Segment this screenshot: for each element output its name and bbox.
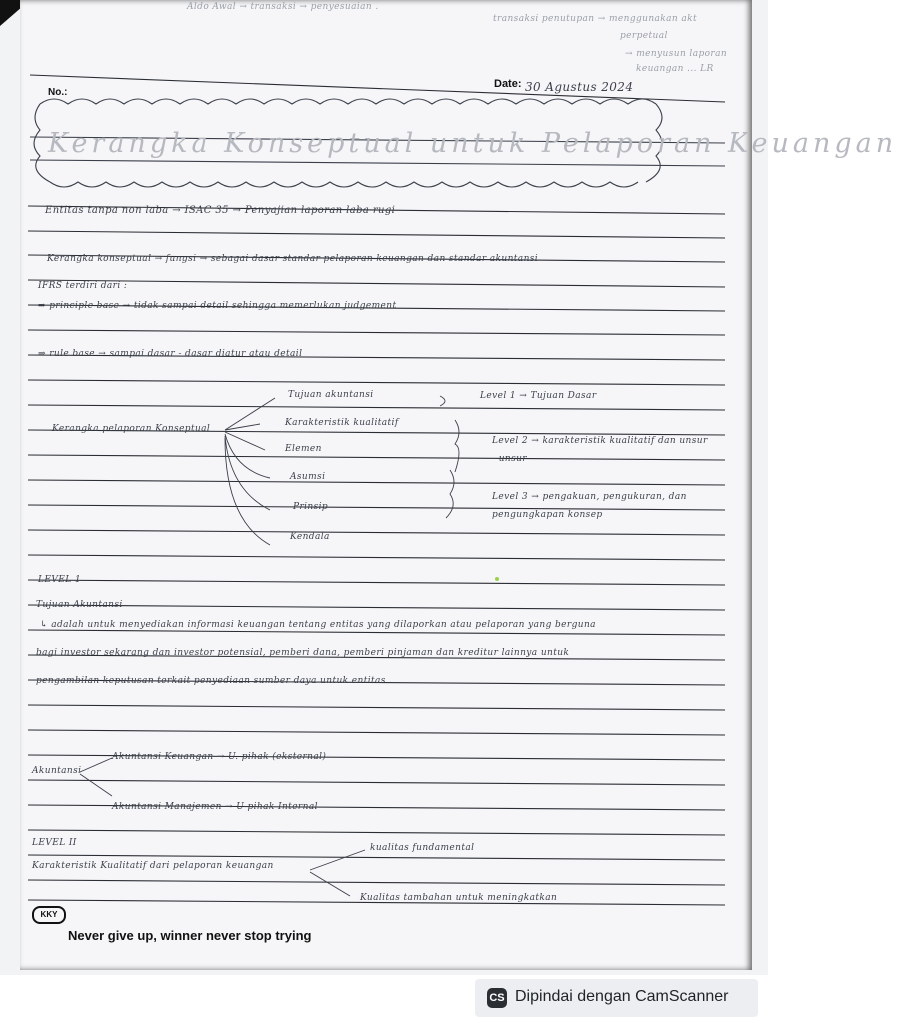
date-label: Date: (494, 78, 522, 90)
note-isac: Entitas tanpa non laba → ISAC 35 → Penyajian laporan laba rugi (45, 205, 396, 216)
branch-asumsi: Asumsi (290, 472, 326, 482)
green-dot (495, 577, 499, 581)
brand-logo: KKY (32, 906, 66, 924)
level2-branch-tambahan: Kualitas tambahan untuk meningkatkan (360, 893, 558, 903)
level1-para-2: bagi investor sekarang dan investor potensial, pemberi dana, pemberi pinjaman dan kreditur lainnya untuk (36, 648, 570, 658)
footer-motto: Never give up, winner never stop trying (68, 928, 312, 943)
branch-kendala: Kendala (290, 532, 330, 542)
level2-subject: Karakteristik Kualitatif dari pelaporan keuangan (32, 861, 274, 871)
akuntansi-manajemen: Akuntansi Manajemen → U pihak Internal (112, 802, 318, 812)
level-1-note: Level 1 → Tujuan Dasar (480, 391, 597, 401)
level-3-note: Level 3 → pengakuan, pengukuran, dan pengungkapan konsep (492, 492, 687, 520)
camscanner-badge (475, 979, 758, 1017)
top-note-right-1: transaksi penutupan → menggunakan akt (493, 14, 698, 24)
top-note-right-4: keuangan ... LR (636, 64, 714, 74)
branch-tujuan: Tujuan akuntansi (288, 390, 374, 400)
note-kerangka: Kerangka konseptual → fungsi → sebagai dasar standar pelaporan keuangan dan standar akuntansi (47, 254, 539, 264)
level1-heading: LEVEL 1 (38, 575, 81, 585)
branch-prinsip: Prinsip (293, 502, 329, 512)
note-rule: ⇒ rule base → sampai dasar - dasar diatur atau detail (38, 349, 303, 359)
akuntansi-keuangan: Akuntansi Keuangan → U. pihak (eksternal) (112, 752, 327, 762)
branch-karakteristik: Karakteristik kualitatif (285, 418, 399, 428)
top-note-left: Aldo Awal → transaksi → penyesuaian . (187, 2, 379, 12)
page-title: Kerangka Konseptual untuk Pelaporan Keuangan (48, 128, 897, 159)
level1-para-1: ↳ adalah untuk menyediakan informasi keuangan tentang entitas yang dilaporkan atau pelaporan yang berguna (40, 620, 596, 630)
note-ifrs: IFRS terdiri dari : (38, 281, 128, 291)
level1-subheading: Tujuan Akuntansi (36, 600, 123, 610)
note-principle: ⇒ principle base → tidak sampai detail sehingga memerlukan judgement (38, 301, 397, 311)
diagram-connectors (80, 396, 459, 896)
level-2-note: Level 2 → karakteristik kualitatif dan unsur - unsur (492, 436, 708, 464)
akuntansi-root: Akuntansi (32, 766, 82, 776)
top-note-right-2: perpetual (620, 31, 668, 41)
camscanner-icon: CS (487, 988, 507, 1008)
branch-elemen: Elemen (285, 444, 322, 454)
level2-heading: LEVEL II (32, 838, 77, 848)
top-note-right-3: → menyusun laporan (625, 49, 728, 59)
level2-branch-fundamental: kualitas fundamental (370, 843, 475, 853)
no-label: No.: (48, 87, 68, 98)
diagram-root: Kerangka pelaporan Konseptual (52, 424, 211, 434)
date-value: 30 Agustus 2024 (525, 80, 634, 94)
level1-para-3: pengambilan keputusan terkait penyediaan sumber daya untuk entitas . (36, 676, 393, 686)
camscanner-label: Dipindai dengan CamScanner (515, 988, 729, 1005)
